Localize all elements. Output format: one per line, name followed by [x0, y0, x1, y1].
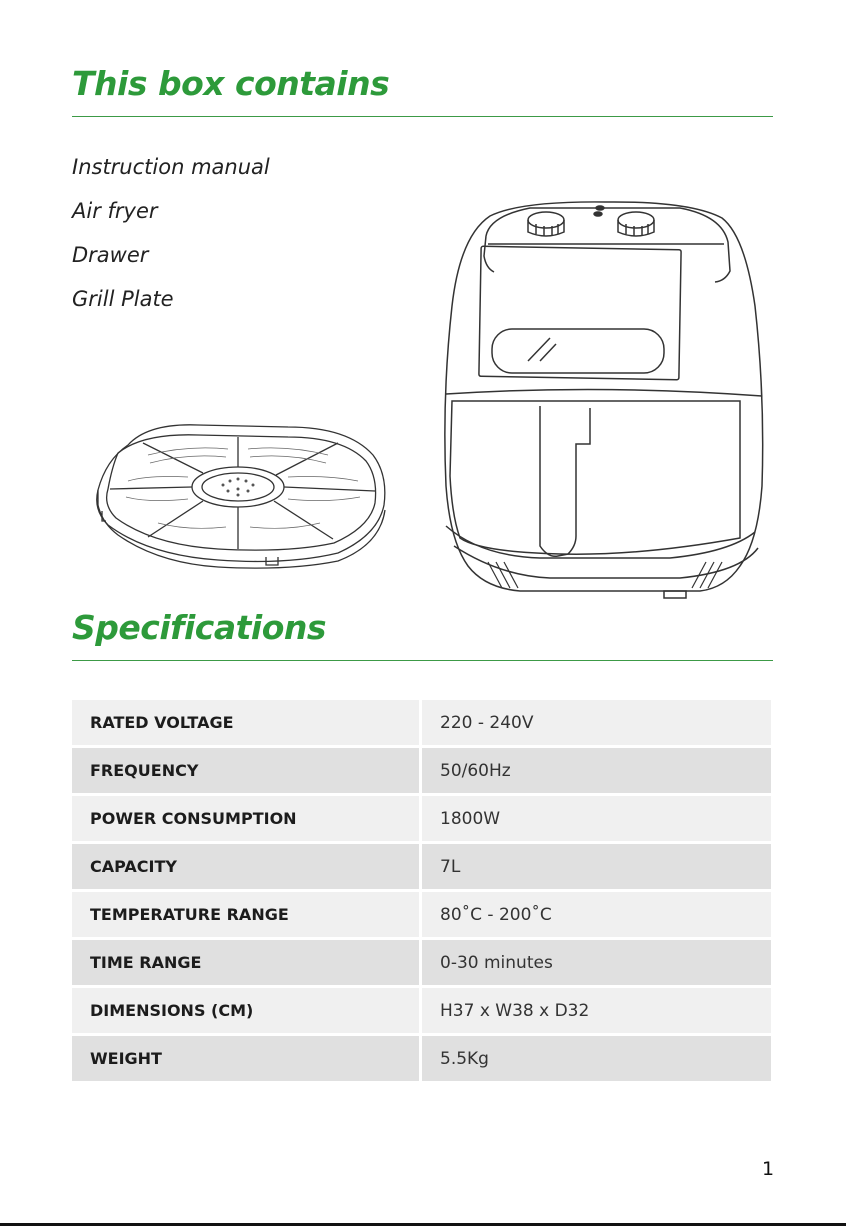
spec-value: 220 - 240V: [422, 700, 771, 745]
table-row: [72, 748, 771, 793]
spec-value: 0-30 minutes: [422, 940, 771, 985]
spec-label: RATED VOLTAGE: [72, 700, 422, 745]
title-divider: [72, 116, 773, 117]
page-number: 1: [762, 1158, 775, 1180]
table-row: [72, 796, 771, 841]
specifications-title: Specifications: [72, 608, 327, 647]
knob-right: [618, 212, 654, 236]
spec-label: DIMENSIONS (CM): [72, 988, 422, 1033]
list-item: Instruction manual: [72, 155, 270, 179]
table-row: [72, 892, 771, 937]
spec-value: 80˚C - 200˚C: [422, 892, 771, 937]
specifications-table: [72, 697, 771, 1084]
spec-label: WEIGHT: [72, 1036, 422, 1081]
box-contents-list: [72, 150, 270, 326]
table-row: [72, 844, 771, 889]
spec-label: POWER CONSUMPTION: [72, 796, 422, 841]
list-item: Drawer: [72, 243, 149, 267]
spec-label: TIME RANGE: [72, 940, 422, 985]
spec-value: 7L: [422, 844, 771, 889]
spec-label: CAPACITY: [72, 844, 422, 889]
list-item: Air fryer: [72, 199, 158, 223]
table-row: [72, 940, 771, 985]
table-row: [72, 700, 771, 745]
knob-left: [528, 212, 564, 236]
spec-value: 50/60Hz: [422, 748, 771, 793]
grill-plate-illustration: [88, 415, 394, 575]
spec-value: H37 x W38 x D32: [422, 988, 771, 1033]
spec-value: 5.5Kg: [422, 1036, 771, 1081]
spec-label: TEMPERATURE RANGE: [72, 892, 422, 937]
spec-value: 1800W: [422, 796, 771, 841]
title-divider: [72, 660, 773, 661]
box-contents-title: This box contains: [72, 64, 390, 103]
table-row: [72, 1036, 771, 1081]
table-row: [72, 988, 771, 1033]
spec-label: FREQUENCY: [72, 748, 422, 793]
air-fryer-illustration: [440, 196, 770, 602]
list-item: Grill Plate: [72, 287, 174, 311]
